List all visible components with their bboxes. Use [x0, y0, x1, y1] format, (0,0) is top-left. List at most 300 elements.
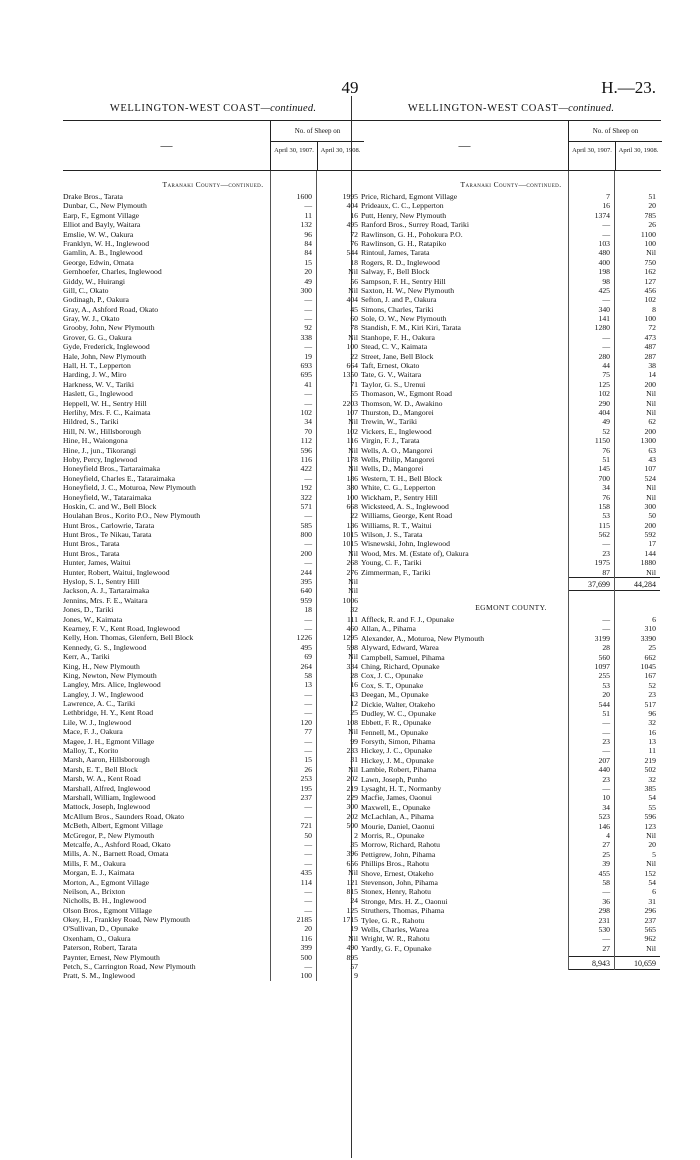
- sheep-1908: Nil: [646, 567, 656, 577]
- total-1908: 44,284: [614, 577, 660, 591]
- sheep-1907: 100: [300, 971, 312, 981]
- table-row: [63, 427, 363, 436]
- sheep-1908: 592: [644, 530, 656, 540]
- sheep-1908: 25: [350, 708, 358, 718]
- col-1907-header: April 30, 1907.: [274, 147, 314, 154]
- sheep-1908: 8: [652, 304, 656, 314]
- owner-name: Hunter, James, Waitui: [63, 558, 131, 568]
- owner-name: Taft, Ernest, Okato: [361, 361, 420, 371]
- sheep-1907: 15: [304, 257, 312, 267]
- owner-name: Hyslop, S. I., Sentry Hill: [63, 577, 140, 587]
- sheep-1908: 38: [648, 361, 656, 371]
- sheep-1907: 544: [598, 699, 610, 709]
- table-row: [361, 277, 661, 286]
- owner-name: Sefton, J. and P., Oakura: [361, 295, 437, 305]
- table-row: [63, 230, 363, 239]
- sheep-1908: Nil: [646, 943, 656, 953]
- sheep-1907: —: [304, 962, 312, 972]
- sheep-1908: 31: [350, 755, 358, 765]
- sheep-1907: 92: [304, 323, 312, 333]
- sheep-1908: 268: [346, 558, 358, 568]
- table-row: [63, 671, 363, 680]
- owner-name: Morton, A., Egmont Village: [63, 877, 150, 887]
- sheep-1907: 102: [598, 389, 610, 399]
- table-row: [361, 539, 661, 548]
- sheep-1907: 700: [598, 473, 610, 483]
- owner-name: Okey, H., Frankley Road, New Plymouth: [63, 915, 190, 925]
- page-number: 49: [341, 78, 359, 97]
- sheep-1908: 596: [644, 812, 656, 822]
- sheep-1908: 72: [648, 323, 656, 333]
- table-row: [63, 652, 363, 661]
- county-heading: Taranaki County—continued.: [162, 180, 264, 189]
- sheep-1907: 58: [304, 670, 312, 680]
- table-row: [361, 803, 661, 812]
- table-row: [361, 653, 661, 662]
- table-row: [361, 436, 661, 445]
- name-column-header: —: [458, 138, 471, 152]
- sheep-1907: 102: [300, 407, 312, 417]
- table-row: [361, 342, 661, 351]
- table-row: [63, 831, 363, 840]
- county-total-row: [361, 956, 661, 970]
- sheep-1908: 962: [644, 934, 656, 944]
- owner-name: Hall, H. T., Lepperton: [63, 361, 131, 371]
- owner-name: Stonex, Henry, Rahotu: [361, 887, 431, 897]
- owner-name: Petch, S., Carrington Road, New Plymouth: [63, 962, 196, 972]
- table-row: [63, 521, 363, 530]
- table-row: [361, 869, 661, 878]
- sheep-1908: 99: [350, 736, 358, 746]
- sheep-1907: 322: [300, 492, 312, 502]
- table-row: [361, 718, 661, 727]
- sheep-1908: 396: [346, 849, 358, 859]
- sheep-1908: 524: [644, 473, 656, 483]
- sheep-1907: —: [602, 784, 610, 794]
- table-row: [63, 755, 363, 764]
- sheep-1908: 100: [346, 342, 358, 352]
- table-row: [361, 483, 661, 492]
- owner-name: Gill, C., Okato: [63, 285, 109, 295]
- sheep-1908: 495: [346, 220, 358, 230]
- sheep-1907: 115: [598, 520, 610, 530]
- sheep-1907: 20: [304, 924, 312, 934]
- owner-name: Standish, F. M., Kiri Kiri, Tarata: [361, 323, 461, 333]
- section-title-main: WELLINGTON-WEST COAST: [407, 103, 559, 114]
- owner-name: Taylor, G. S., Urenui: [361, 379, 426, 389]
- owner-name: Prideaux, C. C., Lepperton: [361, 201, 444, 211]
- table-row: [361, 568, 661, 577]
- table-row: [63, 455, 363, 464]
- owner-name: Honeyfield Bros., Tartaraimaka: [63, 464, 161, 474]
- table-row: [361, 220, 661, 229]
- owner-list: [361, 615, 661, 953]
- owner-name: Hunter, Robert, Waitui, Inglewood: [63, 567, 170, 577]
- sheep-1907: 84: [304, 248, 312, 258]
- owner-name: Lambie, Robert, Pihama: [361, 765, 437, 775]
- owner-name: Honeyfield, Charles E., Tataraimaka: [63, 473, 176, 483]
- sheep-1907: 77: [304, 727, 312, 737]
- total-1907: 37,699: [568, 577, 614, 591]
- sheep-1908: 3390: [640, 633, 656, 643]
- sheep-1908: 14: [648, 370, 656, 380]
- sheep-1908: 1100: [640, 229, 656, 239]
- table-row: [63, 342, 363, 351]
- owner-name: Emslie, W. W., Oakura: [63, 229, 134, 239]
- sheep-1908: 2: [354, 830, 358, 840]
- section-title: [361, 98, 661, 120]
- table-header: [361, 120, 661, 171]
- left-column: [63, 98, 363, 981]
- sheep-1908: 152: [644, 868, 656, 878]
- owner-name: Herlihy, Mrs. F. C., Kaimata: [63, 407, 151, 417]
- table-row: [63, 971, 363, 980]
- owner-name: Lysaght, H. T., Normanby: [361, 784, 442, 794]
- sheep-1908: Nil: [348, 586, 358, 596]
- sheep-1908: 107: [644, 464, 656, 474]
- sheep-1908: Nil: [348, 464, 358, 474]
- table-row: [63, 549, 363, 558]
- sheep-1907: 69: [304, 652, 312, 662]
- table-row: [361, 239, 661, 248]
- page-reference: H.—23.: [601, 78, 656, 97]
- owner-name: Deegan, M., Opunake: [361, 690, 429, 700]
- owner-name: Kennedy, G. S., Inglewood: [63, 642, 147, 652]
- sheep-1908: 16: [648, 727, 656, 737]
- table-row: [63, 323, 363, 332]
- owner-name: Jennins, Mrs. F. E., Waitara: [63, 595, 148, 605]
- owner-name: Ranford Bros., Surrey Road, Tariki: [361, 220, 469, 230]
- table-row: [63, 680, 363, 689]
- sheep-1908: 144: [644, 548, 656, 558]
- sheep-1908: Nil: [348, 417, 358, 427]
- table-row: [63, 314, 363, 323]
- sheep-1908: 1006: [342, 595, 358, 605]
- owner-name: Mattock, Joseph, Inglewood: [63, 802, 151, 812]
- sheep-1907: 98: [602, 276, 610, 286]
- sheep-1907: —: [304, 708, 312, 718]
- table-row: [361, 775, 661, 784]
- sheep-1908: 20: [648, 840, 656, 850]
- sheep-1907: 400: [598, 257, 610, 267]
- owner-name: Ebbett, F. R., Opunake: [361, 718, 432, 728]
- table-row: [63, 934, 363, 943]
- sheep-1907: —: [304, 342, 312, 352]
- sheep-1908: 219: [346, 783, 358, 793]
- sheep-1908: 310: [644, 624, 656, 634]
- owner-name: Vickers, E., Inglewood: [361, 426, 432, 436]
- table-row: [63, 662, 363, 671]
- sheep-1908: 16: [350, 210, 358, 220]
- name-column-header: —: [160, 138, 173, 152]
- total-1907: 8,943: [568, 956, 614, 970]
- sheep-1907: 399: [300, 943, 312, 953]
- owner-name: Metcalfe, A., Ashford Road, Okato: [63, 839, 171, 849]
- sheep-1907: 18: [304, 605, 312, 615]
- owner-name: Jackson, A. J., Tartaraimaka: [63, 586, 150, 596]
- table-row: [63, 201, 363, 210]
- sheep-1907: —: [304, 473, 312, 483]
- sheep-1907: 1097: [594, 661, 610, 671]
- sheep-1907: 27: [602, 840, 610, 850]
- sheep-1907: 455: [598, 868, 610, 878]
- sheep-1908: 13: [648, 737, 656, 747]
- table-row: [361, 897, 661, 906]
- sheep-1907: 198: [598, 267, 610, 277]
- owner-name: Mills, A. N., Barnett Road, Omata: [63, 849, 169, 859]
- sheep-1908: 815: [346, 886, 358, 896]
- owner-name: Zimmerman, F., Tariki: [361, 567, 431, 577]
- sheep-1907: 195: [300, 783, 312, 793]
- sheep-1907: 52: [602, 426, 610, 436]
- sheep-1907: —: [304, 746, 312, 756]
- sheep-1908: 100: [644, 238, 656, 248]
- table-row: [361, 389, 661, 398]
- sheep-1907: —: [304, 558, 312, 568]
- owner-name: Alexander, A., Moturoa, New Plymouth: [361, 633, 485, 643]
- sheep-1907: 96: [304, 229, 312, 239]
- sheep-1908: 55: [648, 802, 656, 812]
- sheep-1907: 49: [602, 417, 610, 427]
- sheep-1907: 1280: [594, 323, 610, 333]
- owner-name: Grooby, John, New Plymouth: [63, 323, 155, 333]
- sheep-1907: 425: [598, 285, 610, 295]
- owner-name: Harding, J. W., Miro: [63, 370, 127, 380]
- sheep-1907: —: [304, 849, 312, 859]
- sheep-1908: 63: [648, 445, 656, 455]
- sheep-1908: 62: [648, 417, 656, 427]
- sheep-1908: 32: [648, 718, 656, 728]
- owner-name: Langley, Mrs. Alice, Inglewood: [63, 680, 161, 690]
- owner-name: Franklyn, W. H., Inglewood: [63, 238, 150, 248]
- owner-name: Struthers, Thomas, Pihama: [361, 906, 445, 916]
- owner-name: Dudley, W. C., Opunake: [361, 708, 436, 718]
- owner-name: Thomason, W., Egmont Road: [361, 389, 452, 399]
- table-row: [63, 868, 363, 877]
- sheep-1907: 440: [598, 765, 610, 775]
- table-row: [361, 831, 661, 840]
- owner-name: Houlahan Bros., Korito P.O., New Plymouth: [63, 511, 201, 521]
- sheep-1908: 54: [648, 793, 656, 803]
- sheep-1908: 502: [644, 765, 656, 775]
- table-row: [63, 887, 363, 896]
- table-row: [63, 211, 363, 220]
- table-row: [63, 962, 363, 971]
- owner-name: Rawlinson, G. H., Ratapiko: [361, 238, 447, 248]
- sheep-1907: 237: [300, 793, 312, 802]
- sheep-1907: 695: [300, 370, 312, 380]
- owner-name: White, C. G., Lepperton: [361, 483, 436, 493]
- sheep-1908: 404: [346, 295, 358, 305]
- sheep-1907: 192: [300, 483, 312, 493]
- owner-name: Hunt Bros., Tarata: [63, 539, 120, 549]
- county-heading: Taranaki County—continued.: [460, 180, 562, 189]
- table-row: [361, 634, 661, 643]
- sheep-1908: 71: [350, 379, 358, 389]
- owner-name: Grover, G. G., Oakura: [63, 332, 132, 342]
- table-row: [361, 887, 661, 896]
- table-row: [63, 859, 363, 868]
- owner-name: Shove, Ernest, Otakeho: [361, 868, 434, 878]
- sheep-1908: 5: [652, 849, 656, 859]
- sheep-1908: 404: [346, 201, 358, 211]
- sheep-1907: 395: [300, 577, 312, 587]
- sheep-1908: 96: [648, 708, 656, 718]
- table-row: [63, 277, 363, 286]
- owner-name: Ching, Richard, Opunake: [361, 661, 440, 671]
- sheep-1908: 1350: [342, 370, 358, 380]
- table-row: [63, 765, 363, 774]
- owner-name: Cox, J. C., Opunake: [361, 671, 424, 681]
- owner-name: Hine, H., Waiongona: [63, 436, 128, 446]
- owner-name: Simons, Charles, Tariki: [361, 304, 434, 314]
- sheep-1908: 57: [350, 962, 358, 972]
- owner-name: Price, Richard, Egmont Village: [361, 192, 458, 201]
- sheep-1908: 11: [648, 746, 656, 756]
- table-row: [63, 699, 363, 708]
- sheep-1908: Nil: [348, 267, 358, 277]
- sheep-1907: 1226: [296, 633, 312, 643]
- owner-name: Stronge, Mrs. H. Z., Oaonui: [361, 896, 448, 906]
- sheep-1908: 32: [350, 605, 358, 615]
- table-row: [361, 521, 661, 530]
- sheep-1907: 480: [598, 248, 610, 258]
- sheep-1908: 17: [648, 539, 656, 549]
- table-row: [361, 370, 661, 379]
- table-row: [361, 455, 661, 464]
- owner-name: Affleck, R. and F. J., Opunake: [361, 615, 455, 625]
- table-row: [361, 258, 661, 267]
- table-row: [63, 352, 363, 361]
- table-row: [361, 314, 661, 323]
- table-row: [361, 361, 661, 370]
- table-row: [361, 700, 661, 709]
- sheep-1907: 7: [606, 192, 610, 201]
- table-row: [361, 464, 661, 473]
- sheep-1908: 121: [346, 877, 358, 887]
- table-row: [361, 934, 661, 943]
- table-row: [63, 615, 363, 624]
- table-row: [63, 483, 363, 492]
- sheep-1907: 20: [602, 690, 610, 700]
- table-row: [361, 840, 661, 849]
- table-body: [361, 171, 661, 970]
- sheep-1908: 1715: [342, 915, 358, 925]
- table-row: [63, 737, 363, 746]
- owner-name: Phillips Bros., Rahotu: [361, 859, 429, 869]
- sheep-1908: 219: [644, 755, 656, 765]
- owner-name: Haslett, G., Inglewood: [63, 389, 133, 399]
- sheep-1907: 2185: [296, 915, 312, 925]
- table-row: [361, 822, 661, 831]
- table-row: [63, 295, 363, 304]
- sheep-1908: Nil: [348, 652, 358, 662]
- owner-name: Lawrence, A. C., Tariki: [63, 699, 136, 709]
- sheep-1907: 51: [602, 708, 610, 718]
- owner-name: Marshall, William, Inglewood: [63, 793, 156, 802]
- owner-name: Alyward, Edward, Warea: [361, 643, 439, 653]
- sheep-1907: —: [304, 511, 312, 521]
- sheep-1907: —: [602, 539, 610, 549]
- table-row: [63, 446, 363, 455]
- sheep-1907: 87: [602, 567, 610, 577]
- sheep-1907: 495: [300, 642, 312, 652]
- table-row: [361, 408, 661, 417]
- sheep-1907: —: [304, 295, 312, 305]
- sheep-1907: 253: [300, 774, 312, 784]
- sheep-1907: 585: [300, 520, 312, 530]
- table-row: [361, 305, 661, 314]
- sheep-1908: 517: [644, 699, 656, 709]
- sheep-1908: 162: [644, 267, 656, 277]
- table-row: [63, 784, 363, 793]
- owner-name: Jones, W., Kaimata: [63, 614, 123, 624]
- sheep-1907: —: [304, 201, 312, 211]
- sheep-1907: 338: [300, 332, 312, 342]
- sheep-1908: 111: [347, 614, 358, 624]
- owner-list: [63, 192, 363, 981]
- owner-name: Morgan, E. J., Kaimata: [63, 868, 135, 878]
- table-row: [361, 671, 661, 680]
- table-row: [63, 436, 363, 445]
- table-row: [63, 502, 363, 511]
- table-row: [361, 427, 661, 436]
- sheep-1907: —: [304, 839, 312, 849]
- sheep-1907: 340: [598, 304, 610, 314]
- table-row: [63, 474, 363, 483]
- table-row: [361, 417, 661, 426]
- sheep-1907: —: [602, 615, 610, 625]
- sheep-1908: 664: [346, 361, 358, 371]
- sheep-1907: 523: [598, 812, 610, 822]
- sheep-1908: 18: [350, 257, 358, 267]
- section-title-main: WELLINGTON-WEST COAST: [109, 103, 261, 114]
- county-heading: EGMONT COUNTY.: [475, 603, 547, 613]
- owner-name: Earp, F., Egmont Village: [63, 210, 140, 220]
- sheep-1907: 58: [602, 877, 610, 887]
- sheep-1907: 596: [300, 445, 312, 455]
- table-row: [361, 944, 661, 953]
- sheep-1908: 490: [346, 943, 358, 953]
- sheep-1907: 141: [598, 314, 610, 324]
- sheep-1908: 43: [648, 454, 656, 464]
- owner-name: Paynter, Ernest, New Plymouth: [63, 952, 160, 962]
- sheep-1907: 800: [300, 530, 312, 540]
- owner-name: Stead, C. V., Kaimata: [361, 342, 428, 352]
- sheep-1907: 53: [602, 680, 610, 690]
- owner-name: King, H., New Plymouth: [63, 661, 140, 671]
- sheep-1907: —: [304, 314, 312, 324]
- table-row: [361, 230, 661, 239]
- sheep-1908: Nil: [646, 831, 656, 840]
- owner-name: Williams, R. T., Waitui: [361, 520, 432, 530]
- owner-name: Rintoul, James, Tarata: [361, 248, 430, 258]
- sheep-1908: 16: [350, 680, 358, 690]
- sheep-count-group-label: No. of Sheep on: [271, 121, 364, 142]
- sheep-1907: 1600: [296, 192, 312, 201]
- owner-name: Lawn, Joseph, Punho: [361, 774, 427, 784]
- owner-name: Dunbar, C., New Plymouth: [63, 201, 147, 211]
- sheep-1908: 200: [644, 426, 656, 436]
- sheep-1907: —: [602, 342, 610, 352]
- sheep-1908: 565: [644, 924, 656, 934]
- owner-name: Kearney, F. V., Kent Road, Inglewood: [63, 623, 180, 633]
- sheep-1907: —: [304, 858, 312, 868]
- sheep-1908: 202: [346, 811, 358, 821]
- sheep-1908: Nil: [646, 492, 656, 502]
- owner-name: Wood, Mrs. M. (Estate of), Oakura: [361, 548, 469, 558]
- owner-name: Jones, D., Tariki: [63, 605, 114, 615]
